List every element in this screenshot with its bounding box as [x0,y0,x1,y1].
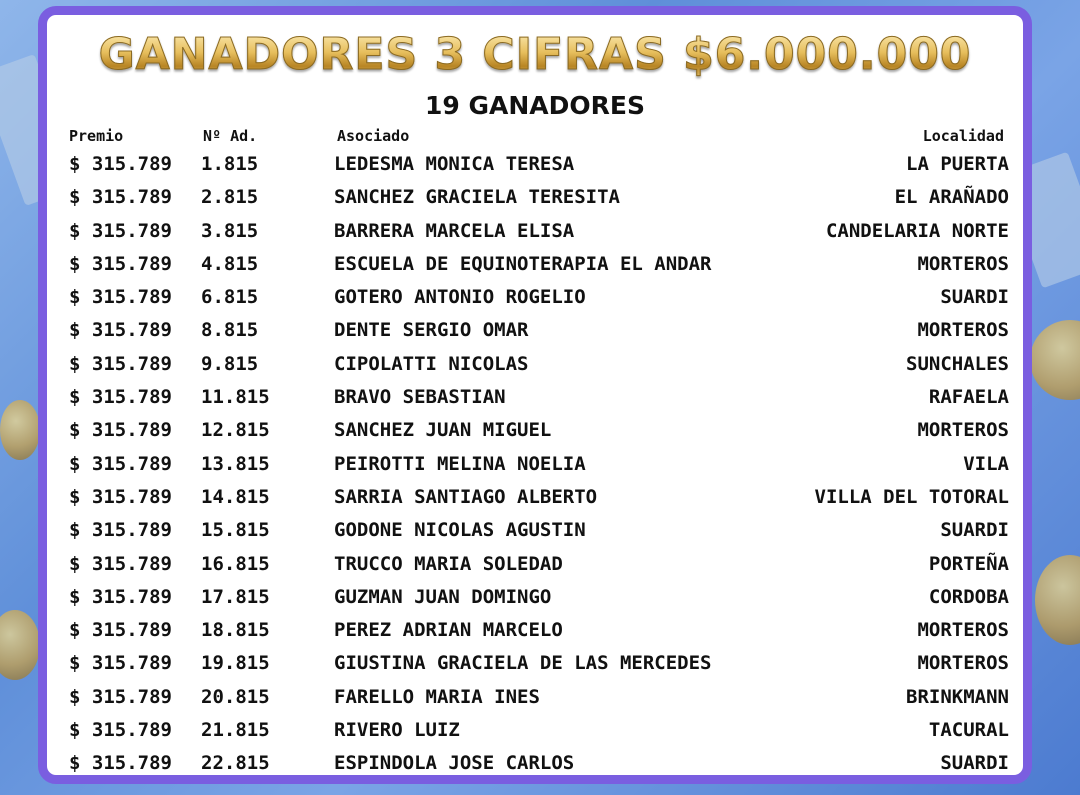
locality-cell: SUNCHALES [906,352,1009,375]
prize-cell: $ 315.789 [69,186,172,209]
winner-count: 19 GANADORES [425,91,645,120]
prize-cell: $ 315.789 [69,319,172,342]
table-row [47,216,1023,249]
table-row [47,482,1023,515]
table-row [47,149,1023,182]
header-premio: Premio [69,127,124,145]
number-cell: 19.815 [201,652,270,675]
prize-cell: $ 315.789 [69,153,172,175]
number-cell: 22.815 [201,752,270,775]
associate-cell: SARRIA SANTIAGO ALBERTO [334,485,598,508]
table-row [47,682,1023,715]
prize-cell: $ 315.789 [69,286,172,309]
number-cell: 4.815 [201,252,259,275]
number-cell: 12.815 [201,419,270,442]
locality-cell: CORDOBA [928,585,1009,608]
associate-cell: SANCHEZ GRACIELA TERESITA [334,186,620,209]
locality-cell: EL ARAÑADO [894,186,1009,209]
locality-cell: RAFAELA [928,386,1009,409]
prize-cell: $ 315.789 [69,252,172,275]
locality-cell: TACURAL [928,719,1009,742]
locality-cell: SUARDI [940,286,1009,309]
locality-cell: VILA [963,452,1009,475]
table-row [47,182,1023,215]
associate-cell: TRUCCO MARIA SOLEDAD [334,552,563,575]
table-row [47,415,1023,448]
table-row [47,748,1023,781]
prize-cell: $ 315.789 [69,419,172,442]
number-cell: 6.815 [201,286,259,309]
associate-cell: PEIROTTI MELINA NOELIA [334,452,586,475]
associate-cell: GUZMAN JUAN DOMINGO [334,585,552,608]
background-coin [0,400,40,460]
associate-cell: FARELLO MARIA INES [334,685,540,708]
prize-cell: $ 315.789 [69,452,172,475]
number-cell: 14.815 [201,485,270,508]
associate-cell: ESCUELA DE EQUINOTERAPIA EL ANDAR [334,252,712,275]
table-row [47,315,1023,348]
associate-cell: GIUSTINA GRACIELA DE LAS MERCEDES [334,652,712,675]
prize-cell: $ 315.789 [69,752,172,775]
table-row [47,349,1023,382]
table-row [47,282,1023,315]
number-cell: 16.815 [201,552,270,575]
associate-cell: BRAVO SEBASTIAN [334,386,506,409]
background-coin [0,610,40,680]
associate-cell: CIPOLATTI NICOLAS [334,352,529,375]
header-numero: Nº Ad. [203,127,258,145]
page-title: GANADORES 3 CIFRAS $6.000.000 [47,27,1023,83]
prize-cell: $ 315.789 [69,652,172,675]
associate-cell: SANCHEZ JUAN MIGUEL [334,419,552,442]
column-headers [47,127,1023,145]
background-coin [1035,555,1080,645]
locality-cell: MORTEROS [917,319,1009,342]
locality-cell: MORTEROS [917,619,1009,642]
associate-cell: PEREZ ADRIAN MARCELO [334,619,563,642]
table-row [47,615,1023,648]
table-row [47,449,1023,482]
table-row [47,549,1023,582]
header-asociado: Asociado [337,127,410,145]
prize-cell: $ 315.789 [69,386,172,409]
prize-cell: $ 315.789 [69,719,172,742]
winners-table [47,149,1023,782]
number-cell: 17.815 [201,585,270,608]
locality-cell: BRINKMANN [906,685,1009,708]
number-cell: 13.815 [201,452,270,475]
associate-cell: BARRERA MARCELA ELISA [334,219,575,242]
associate-cell: ESPINDOLA JOSE CARLOS [334,752,575,775]
locality-cell: LA PUERTA [906,153,1009,175]
locality-cell: SUARDI [940,752,1009,775]
associate-cell: GODONE NICOLAS AGUSTIN [334,519,586,542]
prize-cell: $ 315.789 [69,485,172,508]
associate-cell: DENTE SERGIO OMAR [334,319,529,342]
number-cell: 8.815 [201,319,259,342]
number-cell: 21.815 [201,719,270,742]
associate-cell: LEDESMA MONICA TERESA [334,153,575,175]
associate-cell: GOTERO ANTONIO ROGELIO [334,286,586,309]
table-row [47,515,1023,548]
prize-cell: $ 315.789 [69,619,172,642]
locality-cell: SUARDI [940,519,1009,542]
number-cell: 9.815 [201,352,259,375]
prize-cell: $ 315.789 [69,685,172,708]
prize-cell: $ 315.789 [69,352,172,375]
number-cell: 2.815 [201,186,259,209]
locality-cell: MORTEROS [917,652,1009,675]
prize-cell: $ 315.789 [69,585,172,608]
locality-cell: MORTEROS [917,252,1009,275]
table-row [47,582,1023,615]
number-cell: 3.815 [201,219,259,242]
number-cell: 11.815 [201,386,270,409]
locality-cell: PORTEÑA [928,552,1009,575]
number-cell: 1.815 [201,153,259,175]
number-cell: 15.815 [201,519,270,542]
prize-cell: $ 315.789 [69,219,172,242]
associate-cell: RIVERO LUIZ [334,719,460,742]
prize-cell: $ 315.789 [69,552,172,575]
table-row [47,249,1023,282]
locality-cell: MORTEROS [917,419,1009,442]
table-row [47,648,1023,681]
locality-cell: CANDELARIA NORTE [825,219,1009,242]
locality-cell: VILLA DEL TOTORAL [814,485,1009,508]
header-localidad: Localidad [922,127,1004,145]
winners-card [38,6,1032,784]
table-row [47,715,1023,748]
number-cell: 20.815 [201,685,270,708]
background-coin [1030,320,1080,400]
table-row [47,382,1023,415]
prize-cell: $ 315.789 [69,519,172,542]
number-cell: 18.815 [201,619,270,642]
